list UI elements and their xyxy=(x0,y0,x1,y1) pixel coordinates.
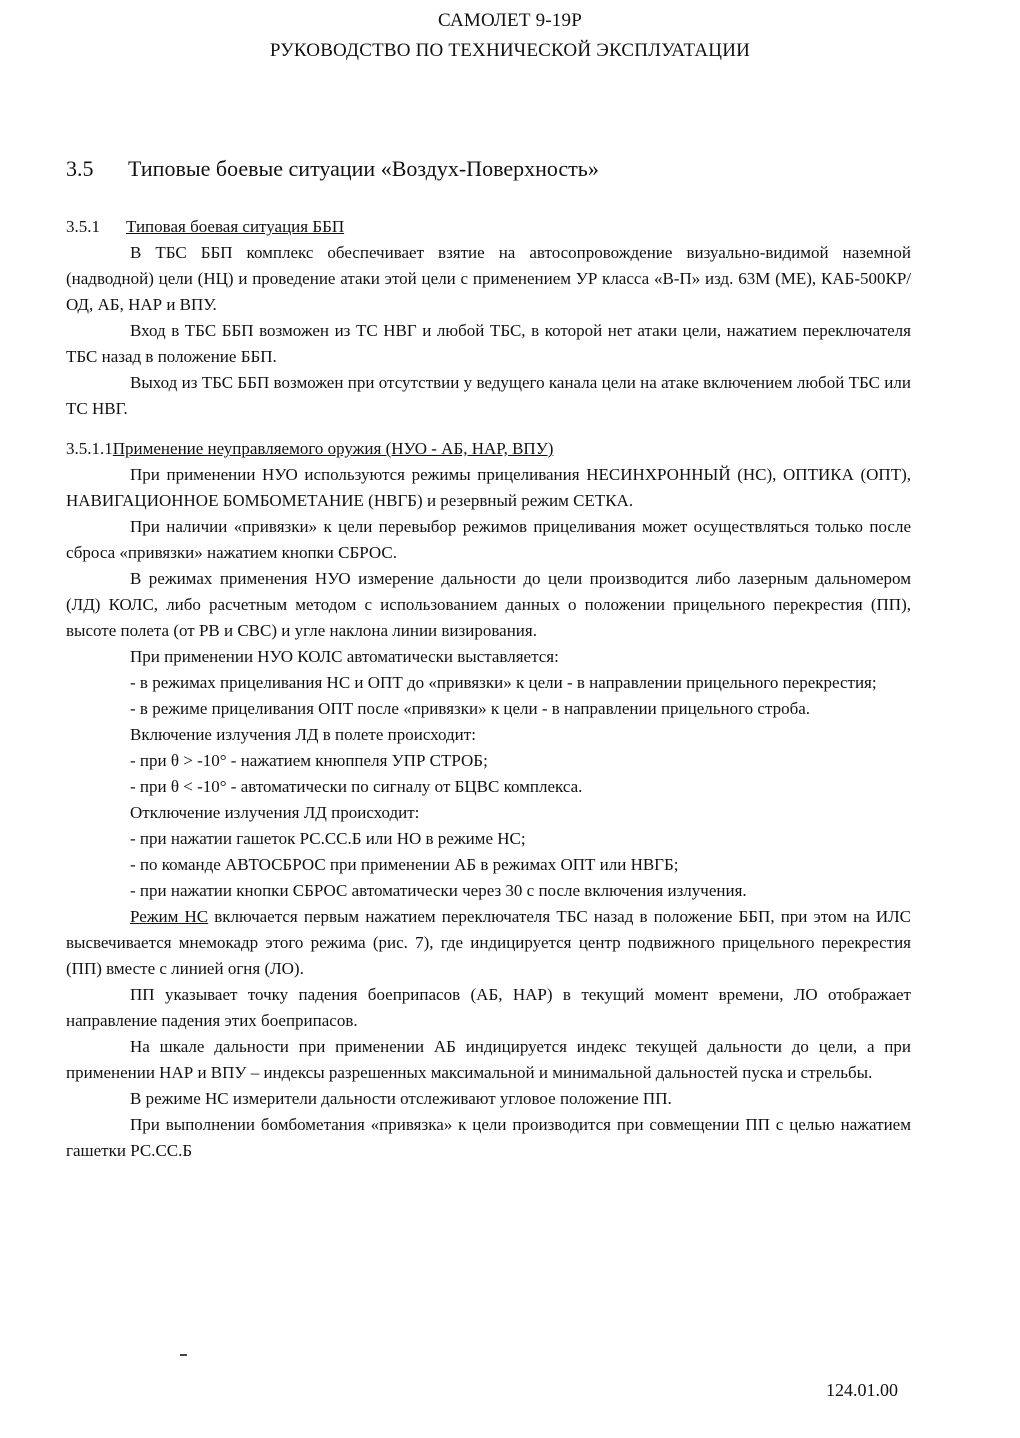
paragraph: ПП указывает точку падения боеприпасов (АБ, НАР) в текущий момент времени, ЛО отображает направление падения этих боеприпасов. xyxy=(66,985,911,1030)
list-item: - в режимах прицеливания НС и ОПТ до «привязки» к цели - в направлении прицельного перекрестия; xyxy=(130,673,877,692)
subsection-heading xyxy=(66,214,911,240)
document-code: 124.01.00 xyxy=(826,1380,898,1400)
subsection-number: 3.5.1 xyxy=(66,217,100,236)
list-item: - по команде АВТОСБРОС при применении АБ в режимах ОПТ или НВГБ; xyxy=(130,855,679,874)
paragraph: В режиме НС измерители дальности отслеживают угловое положение ПП. xyxy=(130,1089,672,1108)
paragraph: Включение излучения ЛД в полете происходит: xyxy=(130,725,476,744)
paragraph: На шкале дальности при применении АБ индицируется индекс текущей дальности до цели, а при применении НАР и ВПУ – индексы разрешенных максимальной и минимальной дальностей пуска и стрельбы. xyxy=(66,1037,911,1082)
paragraph: Отключение излучения ЛД происходит: xyxy=(130,803,420,822)
document-body xyxy=(66,214,911,1164)
list-item: - при нажатии кнопки СБРОС автоматически через 30 с после включения излучения. xyxy=(130,881,747,900)
section-number: 3.5 xyxy=(66,156,94,181)
list-item: - при θ < -10° - автоматически по сигналу от БЦВС комплекса. xyxy=(130,777,583,796)
section-heading xyxy=(66,156,599,182)
subsection-title: Применение неуправляемого оружия (НУО - АБ, НАР, ВПУ) xyxy=(112,439,554,458)
paragraph: Вход в ТБС ББП возможен из ТС НВГ и любой ТБС, в которой нет атаки цели, нажатием переключателя ТБС назад в положение ББП. xyxy=(66,321,911,366)
section-title: Типовые боевые ситуации «Воздух-Поверхность» xyxy=(128,156,599,181)
list-item: - при нажатии гашеток РС.СС.Б или НО в режиме НС; xyxy=(130,829,526,848)
ns-mode-text: включается первым нажатием переключателя ТБС назад в положение ББП, при этом на ИЛС высвечивается мнемокадр этого режима (рис. 7), где индицируется центр подвижного прицельного перекрестия (ПП) вместе с линией огня (ЛО). xyxy=(66,907,911,978)
subsection-3-5-1-1 xyxy=(66,436,911,1164)
list-item: - в режиме прицеливания ОПТ после «привязки» к цели - в направлении прицельного строба. xyxy=(130,699,811,718)
document-header-aircraft: САМОЛЕТ 9-19Р xyxy=(438,10,582,31)
page-mark xyxy=(180,1354,187,1356)
subsection-3-5-1 xyxy=(66,214,911,422)
paragraph-ns-mode xyxy=(66,904,911,982)
subsection-title: Типовая боевая ситуация ББП xyxy=(126,217,345,236)
paragraph: При наличии «привязки» к цели перевыбор режимов прицеливания может осуществляться только после сброса «привязки» нажатием кнопки СБРОС. xyxy=(66,517,911,562)
subsection-number: 3.5.1.1 xyxy=(66,439,113,458)
paragraph: Выход из ТБС ББП возможен при отсутствии у ведущего канала цели на атаке включением любой ТБС или ТС НВГ. xyxy=(66,373,911,418)
paragraph: При выполнении бомбометания «привязка» к цели производится при совмещении ПП с целью нажатием гашетки РС.СС.Б xyxy=(66,1115,911,1160)
paragraph: При применении НУО используются режимы прицеливания НЕСИНХРОННЫЙ (НС), ОПТИКА (ОПТ), НАВИГАЦИОННОЕ БОМБОМЕТАНИЕ (НВГБ) и резервный режим СЕТКА. xyxy=(66,465,911,510)
paragraph: При применении НУО КОЛС автоматически выставляется: xyxy=(130,647,559,666)
document-header-manual: РУКОВОДСТВО ПО ТЕХНИЧЕСКОЙ ЭКСПЛУАТАЦИИ xyxy=(269,40,751,61)
paragraph: В режимах применения НУО измерение дальности до цели производится либо лазерным дальномером (ЛД) КОЛС, либо расчетным методом с использованием данных о положении прицельного перекрестия (ПП), высоте полета (от РВ и СВС) и угле наклона линии визирования. xyxy=(66,569,911,640)
paragraph: В ТБС ББП комплекс обеспечивает взятие на автосопровождение визуально-видимой наземной (надводной) цели (НЦ) и проведение атаки этой цели с применением УР класса «В-П» изд. 63М (МЕ), КАБ-500КР/ОД, АБ, НАР и ВПУ. xyxy=(66,243,911,314)
list-item: - при θ > -10° - нажатием кнюппеля УПР СТРОБ; xyxy=(130,751,488,770)
subsection-heading xyxy=(66,436,911,462)
ns-mode-label: Режим НС xyxy=(130,907,209,926)
